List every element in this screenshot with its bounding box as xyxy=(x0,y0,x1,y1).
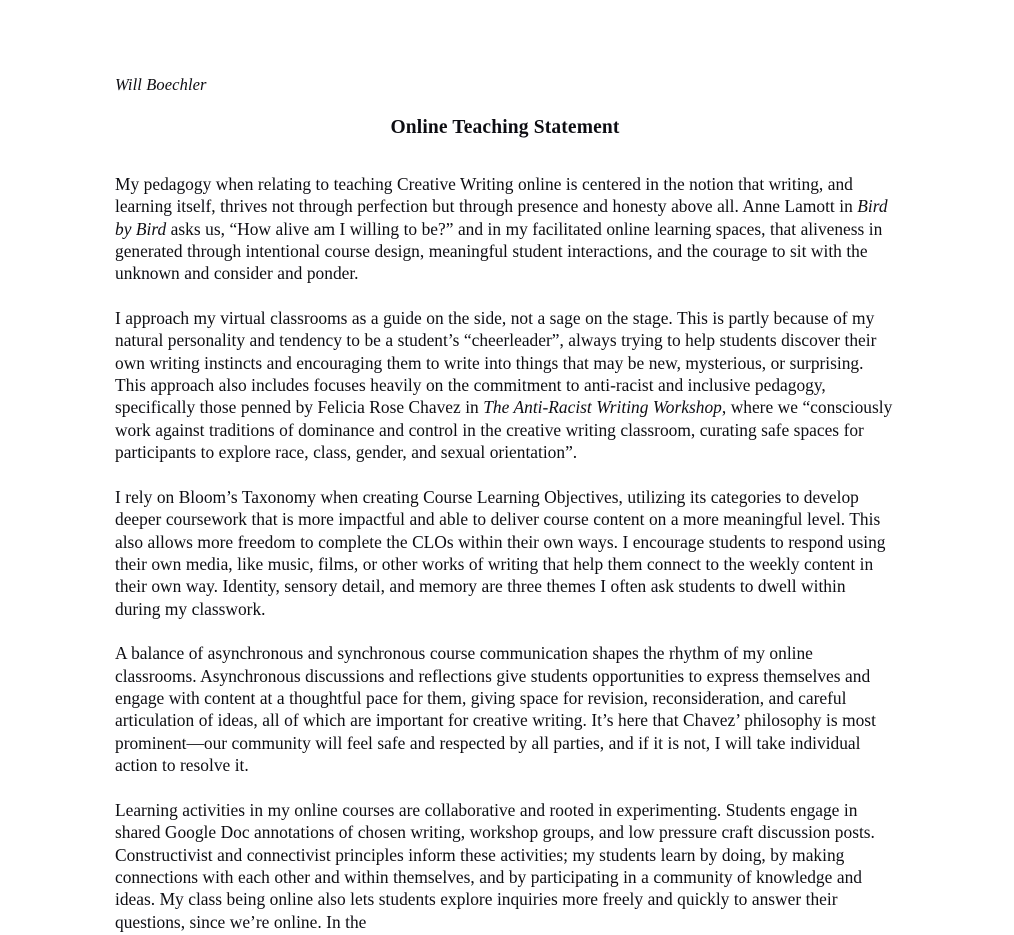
italic-title: Bird by Bird xyxy=(115,196,888,239)
document-body xyxy=(115,139,895,933)
author-byline: Will Boechler xyxy=(115,75,207,94)
paragraph: My pedagogy when relating to teaching Creative Writing online is centered in the notion that writing, and learning itself, thrives not through perfection but through presence and honesty above all. Anne Lamott in Bird by Bird asks us, “How alive am I willing to be?” and in my facilitated online learning spaces, that aliveness in generated through intentional course design, meaningful student interactions, and the courage to sit with the unknown and consider and ponder. xyxy=(115,174,888,284)
document-content xyxy=(115,0,895,933)
paragraph: Learning activities in my online courses are collaborative and rooted in experimenting. Students engage in shared Google Doc annotations of chosen writing, workshop groups, and low pressure craft discussion posts. Constructivist and connectivist principles inform these activities; my students learn by doing, by making connections with each other and within themselves, and by participating in a community of knowledge and ideas. My class being online also lets students explore inquiries more freely and quickly to answer their questions, since we’re online. In the xyxy=(115,799,875,932)
page-title: Online Teaching Statement xyxy=(390,117,620,138)
paragraph: I approach my virtual classrooms as a guide on the side, not a sage on the stage. This is partly because of my natural personality and tendency to be a student’s “cheerleader”, always trying to help students discover their own writing instincts and encouraging them to write into things that may be new, mysterious, or surprising. This approach also includes focuses heavily on the commitment to anti-racist and inclusive pedagogy, specifically those penned by Felicia Rose Chavez in The Anti-Racist Writing Workshop, where we “consciously work against traditions of dominance and control in the creative writing classroom, curating safe spaces for participants to explore race, class, gender, and sexual orientation”. xyxy=(115,308,893,463)
italic-title: The Anti-Racist Writing Workshop xyxy=(483,397,722,418)
paragraph: I rely on Bloom’s Taxonomy when creating Course Learning Objectives, utilizing its categories to develop deeper coursework that is more impactful and able to deliver course content on a more meaningful level. This also allows more freedom to complete the CLOs within their own ways. I encourage students to respond using their own media, like music, films, or other works of writing that help them connect to the weekly content in their own way. Identity, sensory detail, and memory are three themes I often ask students to dwell within during my classwork. xyxy=(115,486,886,619)
paragraph: A balance of asynchronous and synchronous course communication shapes the rhythm of my online classrooms. Asynchronous discussions and reflections give students opportunities to express themselves and engage with content at a thoughtful pace for them, giving space for revision, reconsideration, and careful articulation of ideas, all of which are important for creative writing. It’s here that Chavez’ philosophy is most prominent—our community will feel safe and respected by all parties, and if it is not, I will take individual action to resolve it. xyxy=(115,643,876,776)
